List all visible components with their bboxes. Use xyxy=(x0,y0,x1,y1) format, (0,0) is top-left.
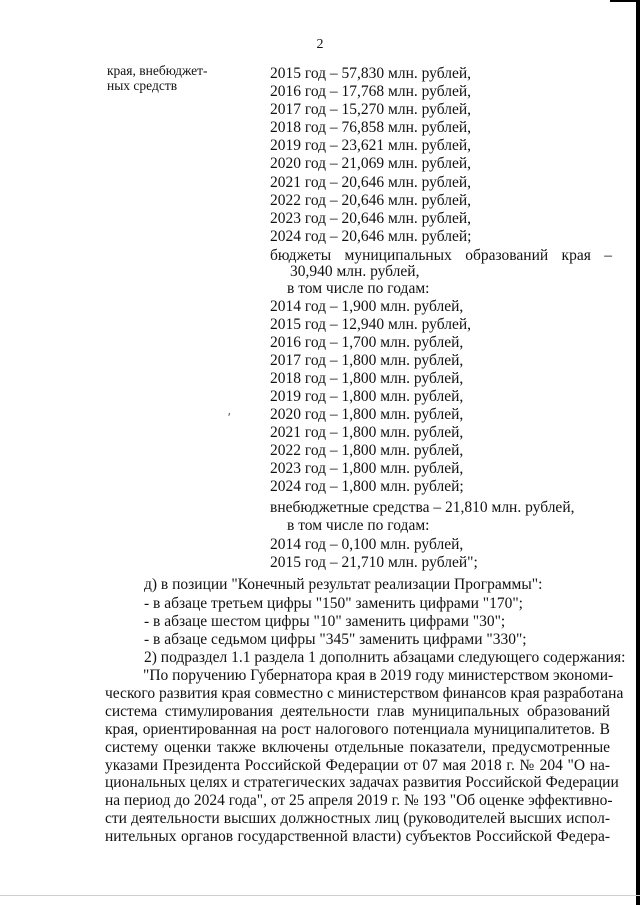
paragraph-line: указами Президента Российской Федерации от 07 мая 2018 г. № 204 "О на- xyxy=(105,756,610,774)
year-line: 2021 год – 20,646 млн. рублей, xyxy=(270,174,472,191)
paragraph-line: ческого развития края совместно с министерством финансов края разработана xyxy=(105,684,624,702)
year-line: 2020 год – 1,800 млн. рублей, xyxy=(270,406,464,423)
page-edge-right xyxy=(636,0,640,905)
amendment-bullet: - в абзаце шестом цифры "10" заменить цифрами "30"; xyxy=(144,613,506,630)
scan-mark: ʹ xyxy=(228,410,231,424)
municipal-budgets-block xyxy=(270,248,612,280)
municipal-line: бюджеты муниципальных образований края – xyxy=(270,247,612,264)
amendment-bullet: - в абзаце седьмом цифры "345" заменить цифрами "330"; xyxy=(144,631,527,648)
year-line: 2023 год – 20,646 млн. рублей, xyxy=(270,210,472,227)
paragraph-line: система стимулирования деятельности глав муниципальных образований xyxy=(105,702,610,720)
paragraph-line: "По поручению Губернатора края в 2019 году министерством экономи- xyxy=(143,667,614,684)
year-line: 2016 год – 17,768 млн. рублей, xyxy=(270,83,472,100)
page-number: 2 xyxy=(316,37,324,52)
amendment-d: д) в позиции "Конечный результат реализации Программы": xyxy=(144,576,543,593)
bottom-edge xyxy=(0,895,640,896)
year-line: 2022 год – 20,646 млн. рублей, xyxy=(270,192,472,209)
year-line: 2016 год – 1,700 млн. рублей, xyxy=(270,334,464,351)
amendment-bullet: - в абзаце третьем цифры "150" заменить цифрами "170"; xyxy=(144,595,523,612)
paragraph-line: края, ориентированная на рост налогового потенциала муниципалитетов. В xyxy=(105,720,610,738)
paragraph-line: на период до 2024 года", от 25 апреля 2019 г. № 193 "Об оценке эффективно- xyxy=(105,792,613,810)
by-years-label: в том числе по годам: xyxy=(287,517,430,534)
year-line: 2019 год – 23,621 млн. рублей, xyxy=(270,137,472,154)
year-line: 2024 год – 1,800 млн. рублей; xyxy=(270,478,464,495)
year-line: 2023 год – 1,800 млн. рублей, xyxy=(270,460,464,477)
year-line: 2015 год – 57,830 млн. рублей, xyxy=(270,65,472,82)
left-column-label xyxy=(107,63,257,93)
municipal-total: 30,940 млн. рублей, xyxy=(290,263,420,280)
left-label-line: края, внебюджет- xyxy=(107,63,208,78)
page-edge-top xyxy=(610,0,640,2)
paragraph-line: нительных органов государственной власти) субъектов Российской Федера- xyxy=(105,828,610,846)
year-line: 2020 год – 21,069 млн. рублей, xyxy=(270,155,472,172)
year-line: 2018 год – 1,800 млн. рублей, xyxy=(270,370,464,387)
year-line: 2017 год – 15,270 млн. рублей, xyxy=(270,101,472,118)
year-line: 2024 год – 20,646 млн. рублей; xyxy=(270,228,472,245)
amendment-item-2: 2) подраздел 1.1 раздела 1 дополнить абзацами следующего содержания: xyxy=(144,649,626,666)
left-label-line: ных средств xyxy=(107,78,178,93)
by-years-label: в том числе по годам: xyxy=(287,280,430,297)
year-line: 2021 год – 1,800 млн. рублей, xyxy=(270,424,464,441)
year-line: 2014 год – 0,100 млн. рублей, xyxy=(270,536,464,553)
paragraph-line: циональных целях и стратегических задачах развития Российской Федерации xyxy=(105,774,619,792)
year-line: 2022 год – 1,800 млн. рублей, xyxy=(270,442,464,459)
year-line: 2014 год – 1,900 млн. рублей, xyxy=(270,298,464,315)
year-line: 2015 год – 21,710 млн. рублей"; xyxy=(270,554,478,571)
year-line: 2017 год – 1,800 млн. рублей, xyxy=(270,352,464,369)
governor-paragraph xyxy=(105,667,624,846)
year-line: 2019 год – 1,800 млн. рублей, xyxy=(270,388,464,405)
year-line: 2018 год – 76,858 млн. рублей, xyxy=(270,119,472,136)
offbudget-line: внебюджетные средства – 21,810 млн. рублей, xyxy=(270,499,575,516)
paragraph-line: сти деятельности высших должностных лиц (руководителей высших испол- xyxy=(105,810,610,828)
paragraph-line: систему оценки также включены отдельные показатели, предусмотренные xyxy=(105,738,610,756)
year-line: 2015 год – 12,940 млн. рублей, xyxy=(270,316,472,333)
